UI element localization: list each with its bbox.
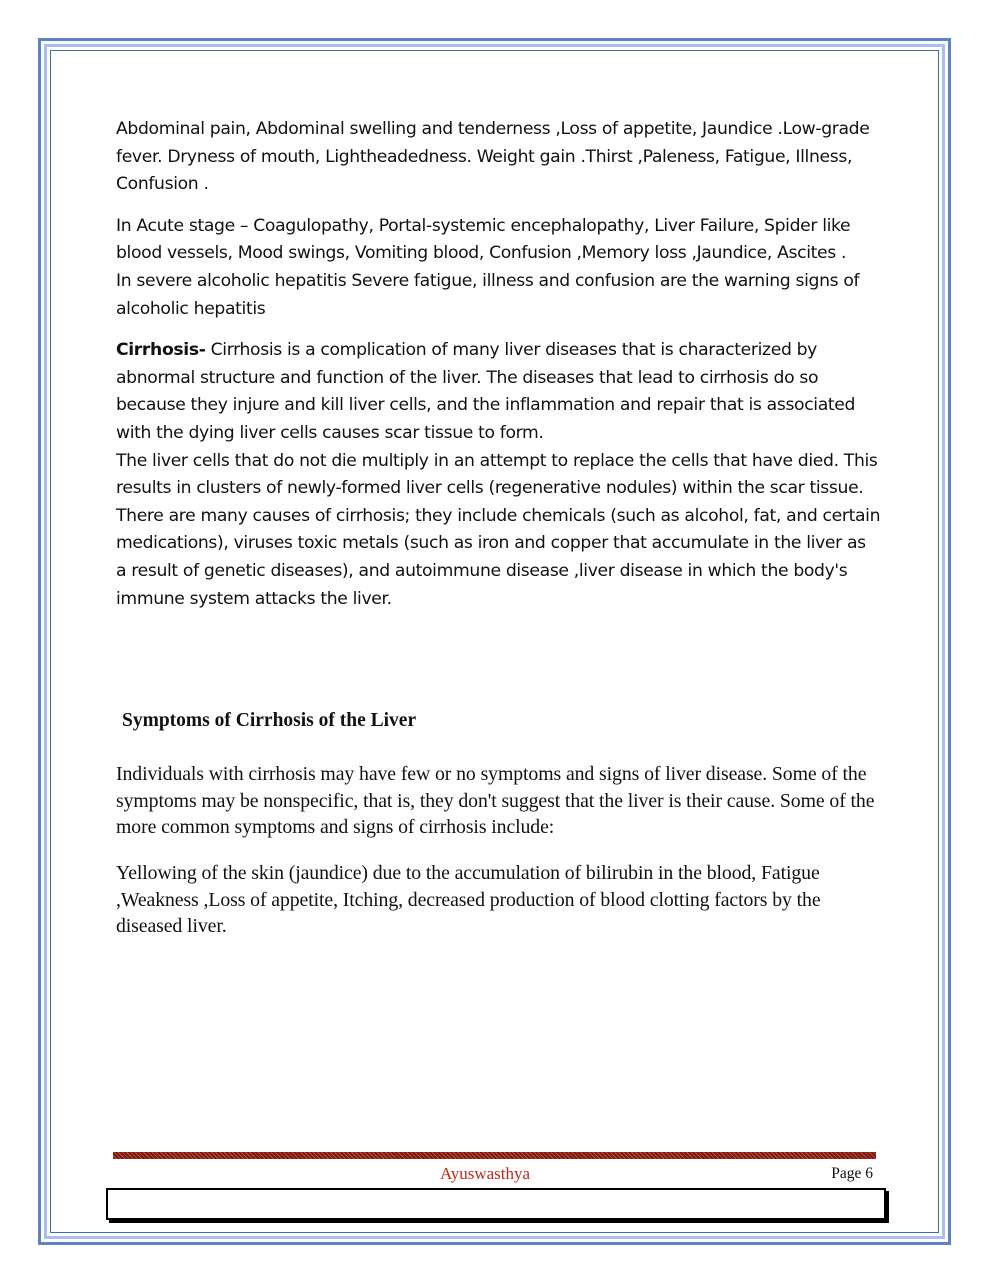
section-list-block <box>116 860 886 940</box>
paragraph-cirrhosis-cells: The liver cells that do not die multiply in an attempt to replace the cells that have died. This results in clusters of newly-formed liver cells (regenerative nodules) within the scar tissue. There are many causes of cirrhosis; they include chemicals (such as alcohol, fat, and certain medications), viruses toxic metals (such as iron and copper that accumulate in the liver as a result of genetic diseases), and autoimmune disease ,liver disease in which the body's immune system attacks the liver. <box>116 450 881 609</box>
paragraph-acute-stage: In Acute stage – Coagulopathy, Portal-systemic encephalopathy, Liver Failure, Spider like blood vessels, Mood swings, Vomiting blood, Confusion ,Memory loss ,Jaundice, Ascites . <box>116 215 851 264</box>
cirrhosis-definition-text: Cirrhosis is a complication of many liver diseases that is characterized by abnormal structure and function of the liver. The diseases that lead to cirrhosis do so because they injure and kill liver cells, and the inflammation and repair that is associated with the dying liver cells causes scar tissue to form. <box>116 340 856 443</box>
section-heading: Symptoms of Cirrhosis of the Liver <box>122 710 417 731</box>
body-text <box>116 116 881 613</box>
section-intro-block <box>116 761 886 841</box>
section-symptom-list: Yellowing of the skin (jaundice) due to the accumulation of bilirubin in the blood, Fatigue ,Weakness ,Loss of appetite, Itching, decreased production of blood clotting factors by the diseased liver. <box>116 862 821 937</box>
footer-box <box>106 1188 886 1220</box>
paragraph-cirrhosis-definition <box>116 337 881 447</box>
section-intro: Individuals with cirrhosis may have few or no symptoms and signs of liver disease. Some of the symptoms may be nonspecific, that is, they don't suggest that the liver is their cause. Some of the more common symptoms and signs of cirrhosis include: <box>116 763 875 838</box>
page-number: Page 6 <box>831 1165 873 1182</box>
footer-brand: Ayuswasthya <box>440 1164 531 1183</box>
footer-rule <box>113 1152 876 1159</box>
cirrhosis-term: Cirrhosis- <box>116 340 206 361</box>
paragraph-symptoms-general: Abdominal pain, Abdominal swelling and tenderness ,Loss of appetite, Jaundice .Low-grade fever. Dryness of mouth, Lightheadedness. Weight gain .Thirst ,Paleness, Fatigue, Illness, Confusion . <box>116 119 870 195</box>
paragraph-severe-hepatitis: In severe alcoholic hepatitis Severe fatigue, illness and confusion are the warning signs of alcoholic hepatitis <box>116 270 860 319</box>
